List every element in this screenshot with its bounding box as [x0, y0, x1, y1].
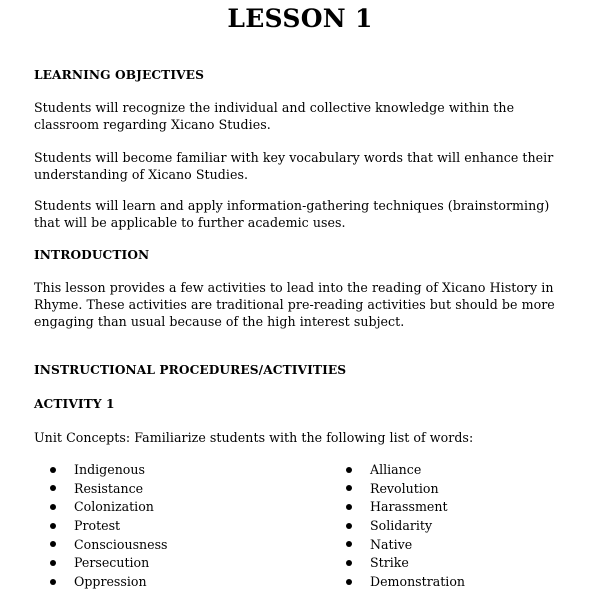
vocabulary-item: [346, 461, 465, 480]
bullet-icon: [346, 541, 352, 547]
vocabulary-item: [346, 498, 465, 517]
vocabulary-item: [346, 573, 465, 592]
objective-paragraph-3: Students will learn and apply information-gathering techniques (brainstorming) that will be applicable to further academic uses.: [34, 198, 550, 230]
vocabulary-item: [50, 573, 168, 592]
bullet-icon: [50, 485, 56, 491]
bullet-icon: [50, 579, 56, 585]
vocabulary-item: [346, 554, 465, 573]
objective-paragraph-1: Students will recognize the individual and collective knowledge within the classroom regarding Xicano Studies.: [34, 100, 515, 132]
bullet-icon: [50, 467, 56, 473]
introduction-heading: INTRODUCTION: [34, 248, 150, 262]
vocabulary-item: [346, 480, 465, 499]
vocabulary-word: Resistance: [74, 480, 144, 496]
bullet-icon: [50, 560, 56, 566]
vocabulary-item: [346, 536, 465, 555]
vocabulary-word: Revolution: [370, 480, 439, 496]
bullet-icon: [346, 560, 352, 566]
vocabulary-word: Protest: [74, 518, 121, 534]
vocabulary-word: Indigenous: [74, 462, 145, 477]
bullet-icon: [346, 467, 352, 473]
vocabulary-word: Strike: [370, 555, 409, 571]
bullet-icon: [50, 523, 56, 529]
vocabulary-item: [50, 461, 168, 480]
bullet-icon: [346, 504, 352, 510]
bullet-icon: [346, 485, 352, 491]
lesson-title: LESSON 1: [227, 4, 373, 33]
vocabulary-word: Solidarity: [370, 518, 433, 534]
bullet-icon: [50, 541, 56, 547]
activity-1-heading: ACTIVITY 1: [34, 397, 115, 411]
vocabulary-item: [50, 554, 168, 573]
procedures-heading: INSTRUCTIONAL PROCEDURES/ACTIVITIES: [34, 363, 347, 377]
vocabulary-word: Persecution: [74, 555, 150, 571]
objective-paragraph-2: Students will become familiar with key vocabulary words that will enhance their understanding of Xicano Studies.: [34, 150, 554, 182]
vocabulary-word: Consciousness: [74, 536, 168, 552]
bullet-icon: [50, 504, 56, 510]
vocabulary-item: [50, 536, 168, 555]
vocabulary-item: [50, 517, 168, 536]
vocabulary-column-left: [50, 461, 168, 592]
vocabulary-word: Alliance: [370, 462, 422, 477]
vocabulary-item: [346, 517, 465, 536]
vocabulary-word: Oppression: [74, 574, 147, 590]
unit-concepts-text: Unit Concepts: Familiarize students with the following list of words:: [34, 430, 474, 445]
vocabulary-word: Demonstration: [370, 574, 466, 590]
bullet-icon: [346, 579, 352, 585]
introduction-paragraph: This lesson provides a few activities to lead into the reading of Xicano History in Rhyme. These activities are traditional pre-reading activities but should be more engaging than usual because of the high interest subject.: [34, 280, 555, 329]
vocabulary-word: Colonization: [74, 499, 154, 515]
vocabulary-column-right: [346, 461, 465, 592]
vocabulary-word: Harassment: [370, 499, 448, 515]
vocabulary-item: [50, 480, 168, 499]
bullet-icon: [346, 523, 352, 529]
learning-objectives-heading: LEARNING OBJECTIVES: [34, 68, 204, 82]
vocabulary-word: Native: [370, 536, 413, 552]
vocabulary-item: [50, 498, 168, 517]
